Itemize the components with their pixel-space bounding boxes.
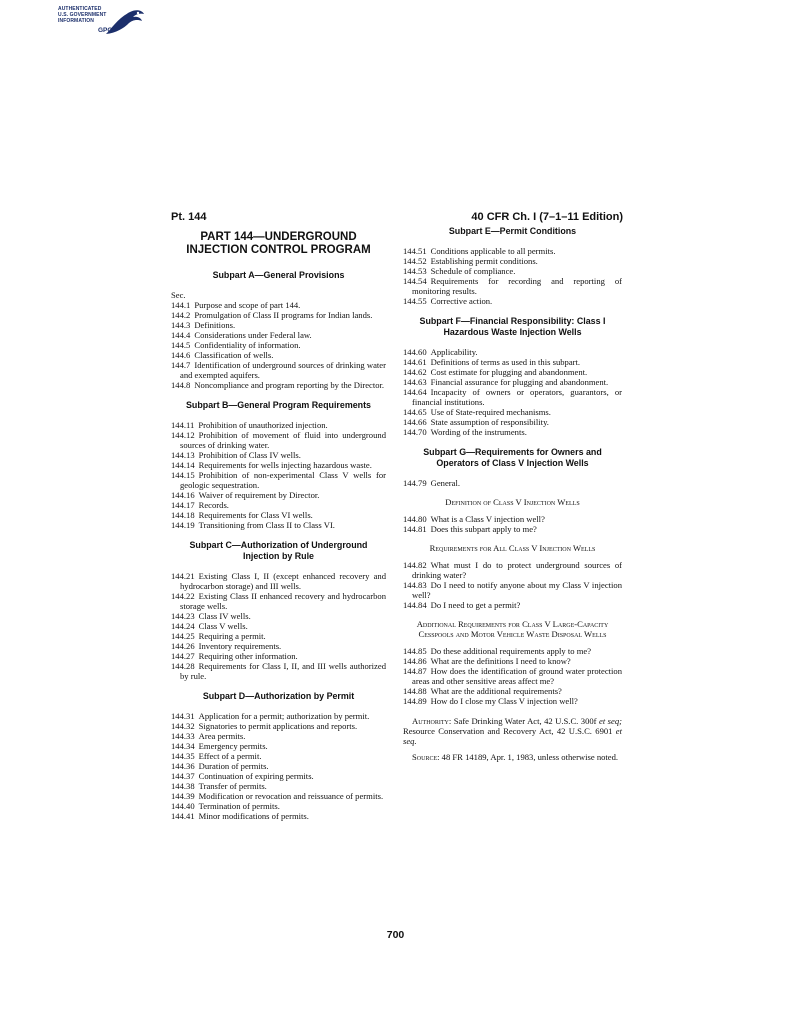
section-entry bbox=[171, 360, 386, 380]
section-entry bbox=[403, 357, 622, 367]
section-title: Prohibition of movement of fluid into underground sources of drinking water. bbox=[180, 430, 386, 450]
section-number: 144.63 bbox=[403, 377, 427, 387]
section-entry bbox=[171, 450, 386, 460]
source-note bbox=[403, 752, 622, 762]
section-title: Do I need to notify anyone about my Class V injection well? bbox=[412, 580, 622, 600]
section-number: 144.54 bbox=[403, 276, 427, 286]
section-number: 144.87 bbox=[403, 666, 427, 676]
section-title: Corrective action. bbox=[430, 296, 493, 306]
section-number: 144.28 bbox=[171, 661, 195, 671]
subpart-d-list bbox=[171, 711, 386, 821]
subpart-g-additional-list bbox=[403, 646, 622, 706]
section-entry bbox=[171, 591, 386, 611]
section-entry bbox=[171, 731, 386, 741]
section-title: Establishing permit conditions. bbox=[430, 256, 538, 266]
section-entry bbox=[403, 600, 622, 610]
section-number: 144.41 bbox=[171, 811, 195, 821]
section-entry bbox=[403, 560, 622, 580]
subpart-g-requirements-list bbox=[403, 560, 622, 610]
section-title: Financial assurance for plugging and abandonment. bbox=[430, 377, 609, 387]
subpart-e-heading: Subpart E—Permit Conditions bbox=[448, 226, 577, 236]
section-entry bbox=[403, 276, 622, 296]
section-number: 144.14 bbox=[171, 460, 195, 470]
subpart-c-list bbox=[171, 571, 386, 681]
section-number: 144.34 bbox=[171, 741, 195, 751]
section-title: Signatories to permit applications and reports. bbox=[198, 721, 358, 731]
section-entry bbox=[171, 350, 386, 360]
section-number: 144.65 bbox=[403, 407, 427, 417]
section-entry bbox=[403, 646, 622, 656]
section-title: Area permits. bbox=[198, 731, 246, 741]
section-number: 144.2 bbox=[171, 310, 191, 320]
section-entry bbox=[171, 460, 386, 470]
section-title: Purpose and scope of part 144. bbox=[194, 300, 301, 310]
section-number: 144.3 bbox=[171, 320, 191, 330]
section-title: Identification of underground sources of drinking water and exempted aquifers. bbox=[180, 360, 386, 380]
section-number: 144.70 bbox=[403, 427, 427, 437]
section-entry bbox=[403, 524, 622, 534]
section-title: Waiver of requirement by Director. bbox=[198, 490, 320, 500]
section-title: Definitions. bbox=[194, 320, 236, 330]
authority-text-1: Safe Drinking Water Act, 42 U.S.C. 300f bbox=[451, 716, 600, 726]
left-column bbox=[171, 226, 386, 821]
section-entry bbox=[171, 320, 386, 330]
section-entry bbox=[171, 771, 386, 781]
section-entry bbox=[171, 621, 386, 631]
section-title: What must I do to protect underground sources of drinking water? bbox=[412, 560, 622, 580]
section-title: Prohibition of Class IV wells. bbox=[198, 450, 301, 460]
section-entry bbox=[171, 500, 386, 510]
section-number: 144.26 bbox=[171, 641, 195, 651]
section-title: Classification of wells. bbox=[194, 350, 274, 360]
section-title: Conditions applicable to all permits. bbox=[430, 246, 556, 256]
section-number: 144.84 bbox=[403, 600, 427, 610]
section-title: Transfer of permits. bbox=[198, 781, 267, 791]
section-entry bbox=[403, 478, 622, 488]
section-title: How do I close my Class V injection well? bbox=[430, 696, 578, 706]
section-title: Modification or revocation and reissuance of permits. bbox=[198, 791, 384, 801]
section-title: Definitions of terms as used in this subpart. bbox=[430, 357, 581, 367]
section-number: 144.4 bbox=[171, 330, 191, 340]
section-title: Promulgation of Class II programs for Indian lands. bbox=[194, 310, 373, 320]
section-number: 144.15 bbox=[171, 470, 195, 480]
section-entry bbox=[171, 310, 386, 320]
section-number: 144.6 bbox=[171, 350, 191, 360]
subpart-f-heading: Subpart F—Financial Responsibility: Class I Hazardous Waste Injection Wells bbox=[419, 316, 606, 337]
sec-label: Sec. bbox=[171, 290, 186, 300]
section-entry bbox=[171, 801, 386, 811]
section-title: Inventory requirements. bbox=[198, 641, 282, 651]
section-number: 144.24 bbox=[171, 621, 195, 631]
section-entry bbox=[171, 490, 386, 500]
section-entry bbox=[171, 520, 386, 530]
section-number: 144.38 bbox=[171, 781, 195, 791]
section-entry bbox=[403, 580, 622, 600]
section-number: 144.85 bbox=[403, 646, 427, 656]
section-number: 144.8 bbox=[171, 380, 191, 390]
section-title: What are the definitions I need to know? bbox=[430, 656, 571, 666]
section-number: 144.17 bbox=[171, 500, 195, 510]
section-number: 144.21 bbox=[171, 571, 195, 581]
gpo-authentication-logo bbox=[58, 6, 146, 42]
section-number: 144.60 bbox=[403, 347, 427, 357]
section-entry bbox=[171, 510, 386, 520]
section-number: 144.13 bbox=[171, 450, 195, 460]
section-title: Do I need to get a permit? bbox=[430, 600, 521, 610]
section-number: 144.5 bbox=[171, 340, 191, 350]
section-number: 144.33 bbox=[171, 731, 195, 741]
section-number: 144.51 bbox=[403, 246, 427, 256]
section-number: 144.12 bbox=[171, 430, 195, 440]
subpart-g-heading: Subpart G—Requirements for Owners and Operators of Class V Injection Wells bbox=[423, 447, 602, 468]
section-entry bbox=[403, 686, 622, 696]
section-entry bbox=[171, 721, 386, 731]
section-entry bbox=[171, 641, 386, 651]
section-number: 144.89 bbox=[403, 696, 427, 706]
section-entry bbox=[403, 696, 622, 706]
section-entry bbox=[403, 347, 622, 357]
section-title: Prohibition of non-experimental Class V wells for geologic sequestration. bbox=[180, 470, 386, 490]
subpart-c-heading: Subpart C—Authorization of Underground Injection by Rule bbox=[189, 540, 368, 561]
section-title: Application for a permit; authorization by permit. bbox=[198, 711, 370, 721]
section-entry bbox=[171, 330, 386, 340]
section-entry bbox=[403, 387, 622, 407]
section-number: 144.52 bbox=[403, 256, 427, 266]
section-title: Do these additional requirements apply to me? bbox=[430, 646, 592, 656]
section-number: 144.83 bbox=[403, 580, 427, 590]
section-title: Considerations under Federal law. bbox=[194, 330, 312, 340]
section-entry bbox=[171, 631, 386, 641]
source-text: 48 FR 14189, Apr. 1, 1983, unless otherwise noted. bbox=[439, 752, 619, 762]
section-number: 144.82 bbox=[403, 560, 427, 570]
authority-note bbox=[403, 716, 622, 746]
section-number: 144.40 bbox=[171, 801, 195, 811]
section-entry bbox=[171, 571, 386, 591]
authority-et-seq-2: et seq. bbox=[403, 726, 622, 746]
section-entry bbox=[403, 514, 622, 524]
section-entry bbox=[403, 666, 622, 686]
section-entry bbox=[171, 781, 386, 791]
section-title: Existing Class I, II (except enhanced recovery and hydrocarbon storage) and III wells. bbox=[180, 571, 386, 591]
section-entry bbox=[403, 407, 622, 417]
subpart-e-list bbox=[403, 246, 622, 306]
section-entry bbox=[171, 420, 386, 430]
section-number: 144.1 bbox=[171, 300, 191, 310]
section-entry bbox=[403, 427, 622, 437]
section-number: 144.31 bbox=[171, 711, 195, 721]
section-title: Requirements for Class I, II, and III wells authorized by rule. bbox=[180, 661, 386, 681]
section-entry bbox=[171, 340, 386, 350]
section-title: Wording of the instruments. bbox=[430, 427, 527, 437]
section-number: 144.64 bbox=[403, 387, 427, 397]
section-title: Continuation of expiring permits. bbox=[198, 771, 314, 781]
section-entry bbox=[171, 380, 386, 390]
running-header-part: Pt. 144 bbox=[171, 211, 207, 223]
part-title: PART 144—UNDERGROUND INJECTION CONTROL PROGRAM bbox=[186, 231, 371, 256]
section-title: Class IV wells. bbox=[198, 611, 251, 621]
authority-text-2: Resource Conservation and Recovery Act, 42 U.S.C. 6901 bbox=[403, 726, 616, 736]
section-title: State assumption of responsibility. bbox=[430, 417, 549, 427]
section-entry bbox=[403, 367, 622, 377]
section-entry bbox=[171, 300, 386, 310]
section-title: Requirements for Class VI wells. bbox=[198, 510, 313, 520]
section-title: Prohibition of unauthorized injection. bbox=[198, 420, 328, 430]
section-entry bbox=[171, 430, 386, 450]
section-number: 144.25 bbox=[171, 631, 195, 641]
section-entry bbox=[403, 377, 622, 387]
section-number: 144.19 bbox=[171, 520, 195, 530]
section-title: Confidentiality of information. bbox=[194, 340, 301, 350]
section-number: 144.27 bbox=[171, 651, 195, 661]
section-number: 144.22 bbox=[171, 591, 195, 601]
source-label: Source: bbox=[412, 752, 440, 762]
section-title: Class V wells. bbox=[198, 621, 248, 631]
section-title: Applicability. bbox=[430, 347, 478, 357]
section-entry bbox=[171, 741, 386, 751]
section-title: Noncompliance and program reporting by the Director. bbox=[194, 380, 385, 390]
section-title: Termination of permits. bbox=[198, 801, 280, 811]
subpart-a-list bbox=[171, 300, 386, 390]
section-number: 144.16 bbox=[171, 490, 195, 500]
section-number: 144.66 bbox=[403, 417, 427, 427]
subpart-f-list bbox=[403, 347, 622, 437]
section-entry bbox=[171, 651, 386, 661]
section-title: Schedule of compliance. bbox=[430, 266, 516, 276]
section-title: What is a Class V injection well? bbox=[430, 514, 545, 524]
logo-gpo: GPO bbox=[98, 27, 113, 34]
section-entry bbox=[171, 470, 386, 490]
section-title: How does the identification of ground water protection areas and other sensitive areas affect me? bbox=[412, 666, 622, 686]
section-number: 144.35 bbox=[171, 751, 195, 761]
section-entry bbox=[403, 246, 622, 256]
section-title: Requirements for recording and reporting of monitoring results. bbox=[412, 276, 622, 296]
section-title: Requirements for wells injecting hazardous waste. bbox=[198, 460, 372, 470]
section-entry bbox=[403, 296, 622, 306]
section-number: 144.53 bbox=[403, 266, 427, 276]
section-number: 144.80 bbox=[403, 514, 427, 524]
section-title: Existing Class II enhanced recovery and hydrocarbon storage wells. bbox=[180, 591, 386, 611]
section-number: 144.86 bbox=[403, 656, 427, 666]
subpart-g-general-list bbox=[403, 478, 622, 488]
section-title: Emergency permits. bbox=[198, 741, 268, 751]
section-entry bbox=[171, 791, 386, 801]
subpart-d-heading: Subpart D—Authorization by Permit bbox=[202, 691, 355, 701]
subpart-b-list bbox=[171, 420, 386, 530]
subpart-g-definition-list bbox=[403, 514, 622, 534]
definition-heading: Definition of Class V Injection Wells bbox=[445, 497, 580, 507]
section-number: 144.36 bbox=[171, 761, 195, 771]
right-column bbox=[403, 226, 622, 762]
section-entry bbox=[171, 761, 386, 771]
section-entry bbox=[171, 661, 386, 681]
section-title: Transitioning from Class II to Class VI. bbox=[198, 520, 335, 530]
section-title: Does this subpart apply to me? bbox=[430, 524, 537, 534]
subpart-a-heading: Subpart A—General Provisions bbox=[212, 270, 345, 280]
section-number: 144.62 bbox=[403, 367, 427, 377]
section-number: 144.37 bbox=[171, 771, 195, 781]
section-number: 144.11 bbox=[171, 420, 195, 430]
additional-requirements-heading: Additional Requirements for Class V Large-Capacity Cesspools and Motor Vehicle Waste Disposal Wells bbox=[416, 619, 609, 639]
section-title: Duration of permits. bbox=[198, 761, 269, 771]
running-header-edition: 40 CFR Ch. I (7–1–11 Edition) bbox=[471, 211, 623, 223]
section-title: Minor modifications of permits. bbox=[198, 811, 309, 821]
section-title: Requiring a permit. bbox=[198, 631, 266, 641]
section-title: Use of State-required mechanisms. bbox=[430, 407, 551, 417]
section-entry bbox=[171, 751, 386, 761]
requirements-heading: Requirements for All Class V Injection Wells bbox=[429, 543, 596, 553]
section-number: 144.88 bbox=[403, 686, 427, 696]
authority-label: Authority: bbox=[412, 716, 452, 726]
authority-et-seq-1: et seq; bbox=[599, 716, 622, 726]
section-number: 144.23 bbox=[171, 611, 195, 621]
section-number: 144.55 bbox=[403, 296, 427, 306]
section-number: 144.79 bbox=[403, 478, 427, 488]
section-title: Incapacity of owners or operators, guarantors, or financial institutions. bbox=[412, 387, 622, 407]
section-entry bbox=[171, 611, 386, 621]
section-title: Effect of a permit. bbox=[198, 751, 262, 761]
section-entry bbox=[403, 417, 622, 427]
section-number: 144.61 bbox=[403, 357, 427, 367]
section-number: 144.18 bbox=[171, 510, 195, 520]
section-number: 144.81 bbox=[403, 524, 427, 534]
section-entry bbox=[403, 266, 622, 276]
section-title: What are the additional requirements? bbox=[430, 686, 562, 696]
section-entry bbox=[403, 656, 622, 666]
section-entry bbox=[171, 811, 386, 821]
section-title: Requiring other information. bbox=[198, 651, 298, 661]
page-number: 700 bbox=[386, 929, 405, 941]
section-entry bbox=[171, 711, 386, 721]
section-number: 144.39 bbox=[171, 791, 195, 801]
section-title: Records. bbox=[198, 500, 229, 510]
section-number: 144.7 bbox=[171, 360, 191, 370]
section-title: General. bbox=[430, 478, 460, 488]
section-title: Cost estimate for plugging and abandonment. bbox=[430, 367, 588, 377]
logo-text: AUTHENTICATED U.S. GOVERNMENT INFORMATION bbox=[58, 6, 107, 24]
section-number: 144.32 bbox=[171, 721, 195, 731]
subpart-b-heading: Subpart B—General Program Requirements bbox=[186, 400, 371, 410]
section-entry bbox=[403, 256, 622, 266]
